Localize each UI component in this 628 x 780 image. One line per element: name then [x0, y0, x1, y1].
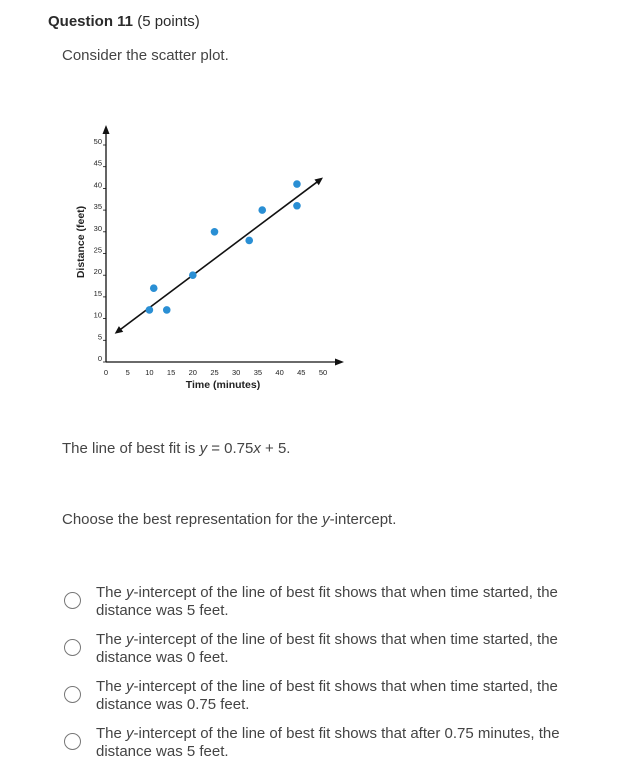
x-tick-label: 5 — [125, 368, 130, 377]
y-tick-label: 40 — [93, 180, 102, 190]
y-tick-label: 0 — [97, 354, 102, 363]
x-tick-label: 25 — [210, 368, 219, 377]
answer-option-label: The y-intercept of the line of best fit shows that when time started, the distance was 5 feet. — [96, 584, 558, 619]
y-tick-label: 50 — [93, 137, 102, 146]
y-tick-label: 35 — [93, 202, 102, 212]
instruction-text: Choose the best representation for the y-intercept. — [62, 511, 397, 528]
answer-option-4[interactable] — [64, 725, 614, 772]
y-axis-label: Distance (feet) — [75, 205, 87, 279]
data-point — [189, 271, 197, 279]
data-point — [293, 202, 301, 210]
answer-option-3[interactable] — [64, 678, 614, 725]
scatter-plot — [60, 118, 360, 403]
x-tick-label: 35 — [253, 368, 263, 377]
data-point — [163, 306, 171, 314]
radio-button[interactable] — [64, 592, 81, 609]
best-fit-arrow-end — [314, 178, 323, 186]
x-tick-label: 30 — [232, 368, 241, 377]
y-tick-label: 30 — [93, 223, 102, 233]
data-point — [150, 284, 158, 292]
question-header — [48, 13, 200, 30]
question-title: Question 11 — [48, 13, 134, 30]
question-points: (5 points) — [137, 13, 200, 30]
x-tick-label: 45 — [297, 368, 306, 377]
radio-button[interactable] — [64, 686, 81, 703]
radio-button[interactable] — [64, 733, 81, 750]
y-tick-label: 5 — [97, 332, 102, 342]
answer-option-label: The y-intercept of the line of best fit shows that after 0.75 minutes, the distance was 5 feet. — [96, 725, 560, 760]
x-axis-label: Time (minutes) — [185, 379, 261, 391]
best-fit-statement: The line of best fit is y = 0.75x + 5. — [62, 440, 291, 457]
answer-option-1[interactable] — [64, 584, 614, 631]
y-tick-label: 45 — [93, 158, 102, 168]
x-tick-label: 10 — [145, 368, 154, 377]
x-axis-arrow — [335, 359, 344, 366]
answer-option-label: The y-intercept of the line of best fit shows that when time started, the distance was 0.75 feet. — [96, 678, 558, 713]
x-tick-label: 0 — [103, 368, 109, 377]
data-point — [245, 237, 253, 245]
radio-button[interactable] — [64, 639, 81, 656]
answer-option-2[interactable] — [64, 631, 614, 678]
y-axis-arrow — [103, 125, 110, 134]
x-tick-label: 15 — [166, 368, 176, 377]
data-point — [293, 180, 301, 188]
x-tick-label: 50 — [318, 368, 328, 377]
data-point — [211, 228, 219, 236]
data-point — [258, 206, 266, 214]
best-fit-arrow-start — [115, 326, 124, 334]
y-tick-label: 25 — [93, 245, 102, 255]
y-tick-label: 10 — [93, 310, 102, 320]
answer-options — [64, 584, 614, 772]
scatter-plot-svg — [60, 118, 360, 398]
y-tick-label: 15 — [93, 288, 102, 298]
x-tick-label: 40 — [275, 368, 284, 377]
data-point — [146, 306, 154, 314]
question-prompt: Consider the scatter plot. — [62, 47, 229, 64]
answer-option-label: The y-intercept of the line of best fit shows that when time started, the distance was 0 feet. — [96, 631, 558, 666]
x-tick-label: 20 — [188, 368, 197, 377]
y-tick-label: 20 — [93, 267, 102, 277]
